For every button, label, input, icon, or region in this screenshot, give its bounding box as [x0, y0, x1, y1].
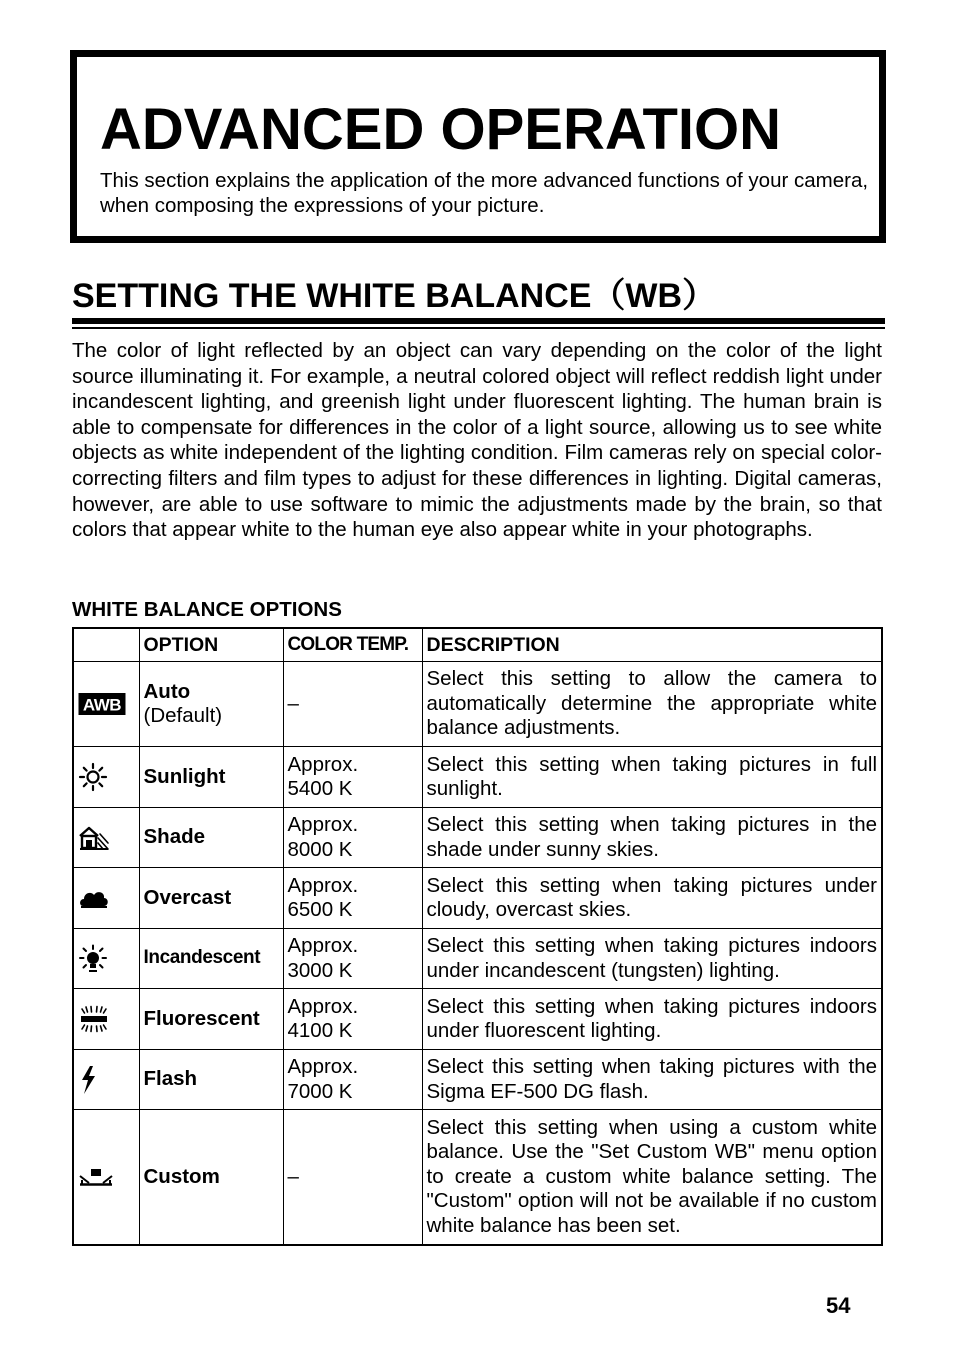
table-row [73, 868, 882, 929]
color-temp-cell: Approx. 6500 K [283, 868, 422, 929]
page-number: 54 [826, 1293, 851, 1318]
table-row [73, 1110, 882, 1245]
table-row [73, 747, 882, 808]
incandescent-icon [73, 929, 139, 989]
chapter-header-box [70, 50, 886, 243]
table-row [73, 662, 882, 747]
table-row [73, 1050, 882, 1110]
description-cell: Select this setting when taking pictures indoors under incandescent (tungsten) lighting. [422, 929, 882, 989]
option-column-header: OPTION [139, 628, 283, 662]
description-cell: Select this setting when using a custom white balance. Use the "Set Custom WB" menu option to create a custom white balance setting. The "Custom" option will not be available if no custom white balance has been set. [422, 1110, 882, 1245]
description-cell: Select this setting when taking pictures in the shade under sunny skies. [422, 808, 882, 868]
table-row [73, 929, 882, 989]
description-cell: Select this setting when taking pictures indoors under fluorescent lighting. [422, 989, 882, 1050]
color-temp-cell: Approx. 7000 K [283, 1050, 422, 1110]
color-temp-cell: Approx. 3000 K [283, 929, 422, 989]
description-cell: Select this setting when taking pictures in full sunlight. [422, 747, 882, 808]
section-title: SETTING THE WHITE BALANCE（WB） [72, 277, 717, 315]
option-cell: Sunlight [139, 747, 283, 808]
table-header-row [73, 628, 882, 662]
description-cell: Select this setting to allow the camera to automatically determine the appropriate white balance adjustments. [422, 662, 882, 747]
option-cell: Auto (Default) [139, 662, 283, 747]
option-cell: Fluorescent [139, 989, 283, 1050]
shade-icon [73, 808, 139, 868]
color-temp-column-header: COLOR TEMP. [283, 628, 422, 662]
description-cell: Select this setting when taking pictures under cloudy, overcast skies. [422, 868, 882, 929]
awb-icon [73, 662, 139, 747]
description-column-header: DESCRIPTION [422, 628, 882, 662]
intro-paragraph: The color of light reflected by an object can vary depending on the color of the light source illuminating it. For example, a neutral colored object will reflect reddish light under incandescent lighting, and greenish light under fluorescent lighting. The human brain is able to compensate for differences in the color of a light source, allowing us to see white objects as white independent of the lighting condition. Film cameras rely on special color-correcting filters and film types to adjust for these differences in lighting. Digital cameras, however, are able to use software to mimic the adjustments made by the brain, so that colors that appear white to the human eye also appear white in your photographs. [72, 339, 882, 542]
option-cell: Incandescent [139, 929, 283, 989]
fluorescent-icon [73, 989, 139, 1050]
color-temp-cell: Approx. 8000 K [283, 808, 422, 868]
option-cell: Shade [139, 808, 283, 868]
color-temp-cell: – [283, 662, 422, 747]
custom-wb-icon [73, 1110, 139, 1245]
icon-column-header [73, 628, 139, 662]
table-heading: WHITE BALANCE OPTIONS [72, 598, 342, 621]
overcast-icon [73, 868, 139, 929]
option-cell: Overcast [139, 868, 283, 929]
chapter-description: This section explains the application of the more advanced functions of your camera, when composing the expressions of your picture. [100, 169, 869, 217]
white-balance-table [72, 627, 883, 1246]
sunlight-icon [73, 747, 139, 808]
color-temp-cell: Approx. 4100 K [283, 989, 422, 1050]
option-cell: Flash [139, 1050, 283, 1110]
chapter-title: ADVANCED OPERATION [100, 97, 781, 162]
color-temp-cell: – [283, 1110, 422, 1245]
flash-icon [73, 1050, 139, 1110]
svg-text:AWB: AWB [82, 695, 122, 715]
color-temp-cell: Approx. 5400 K [283, 747, 422, 808]
table-row [73, 808, 882, 868]
section-rule-thick [72, 318, 885, 324]
section-rule-thin [72, 327, 885, 329]
table-row [73, 989, 882, 1050]
option-cell: Custom [139, 1110, 283, 1245]
description-cell: Select this setting when taking pictures with the Sigma EF-500 DG flash. [422, 1050, 882, 1110]
